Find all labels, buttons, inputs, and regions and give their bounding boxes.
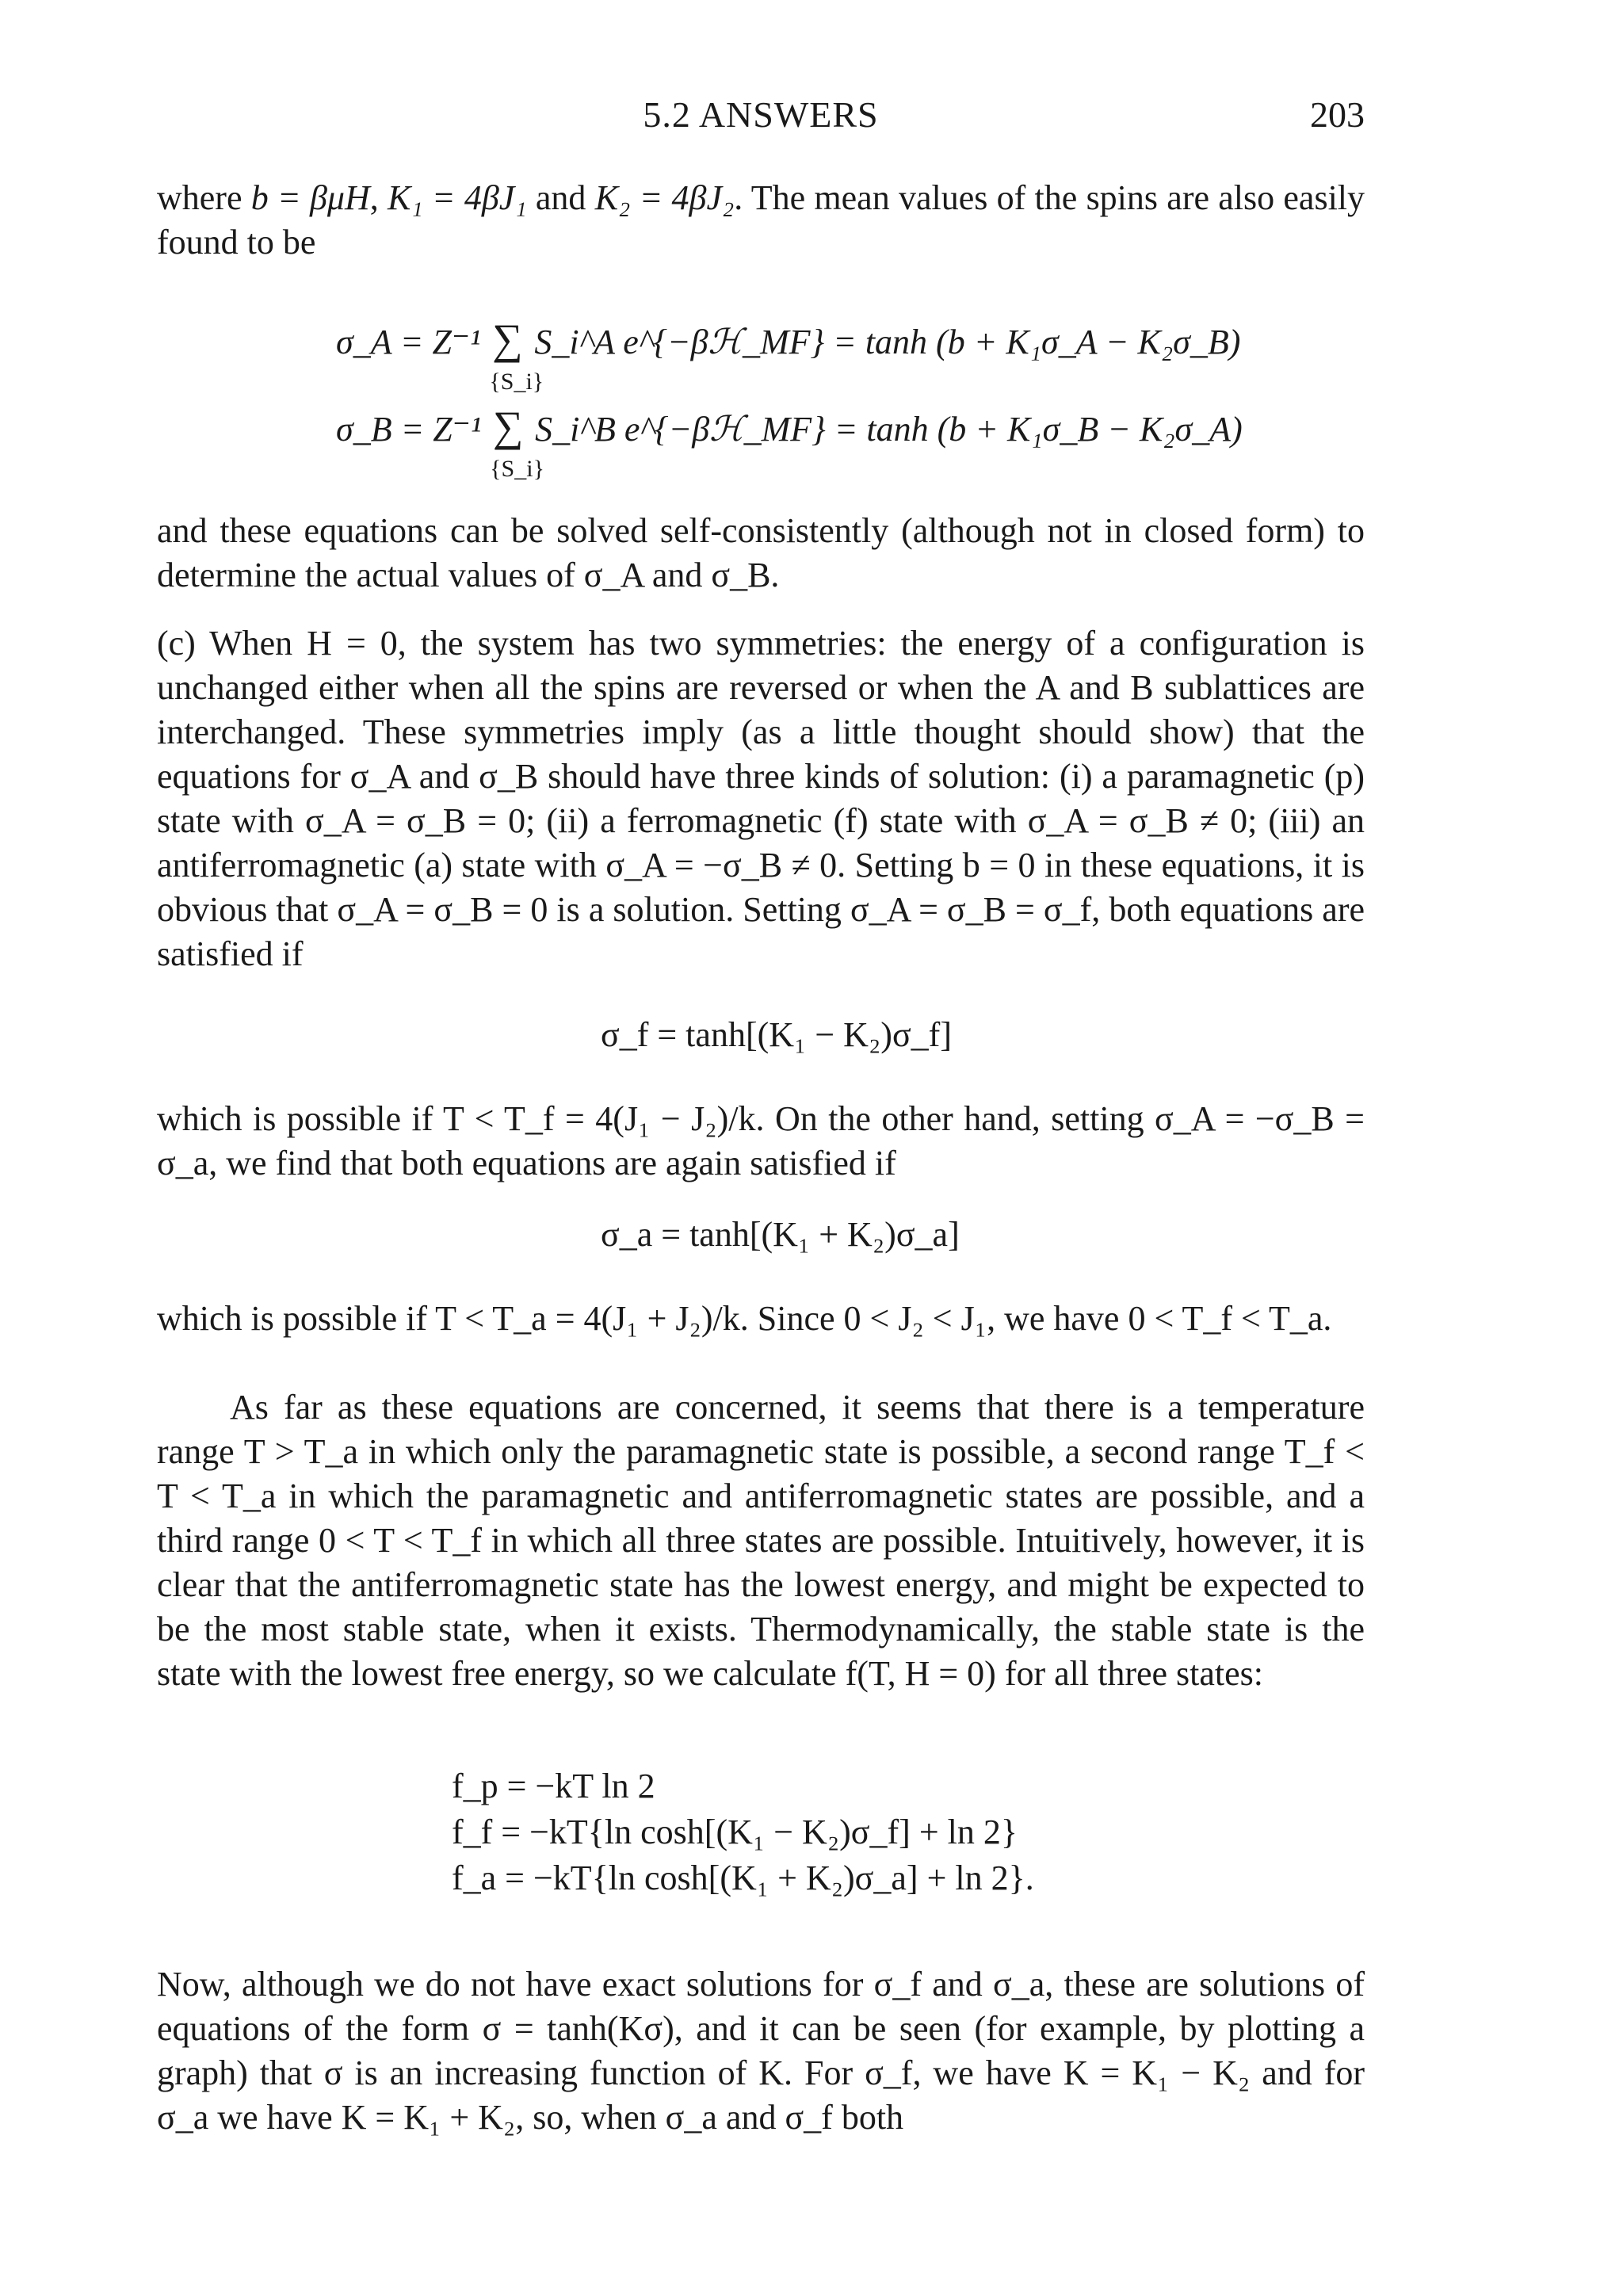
equation-sigma-b [336,403,1243,482]
paragraph-2: and these equations can be solved self-consistently (although not in closed form) to determine the actual values of σ_A and σ_B. [157,511,1365,594]
paragraph-1 [157,176,1365,265]
sum-symbol: ∑ [492,315,523,363]
equation-free-energy-f: f_f = −kT{ln cosh[(K₁ − K₂)σ_f] + ln 2} [452,1813,1018,1851]
eq1-rhs: S_i^A e^{−βℋ_MF} = tanh (b + K₁σ_A − K₂σ_B) [534,323,1241,361]
eq1-sum [489,315,544,395]
p1-text-b: , [369,178,388,217]
eq2-sum [490,403,544,482]
p1-b-equation: b = βμH [250,178,370,217]
equation-sigma-f: σ_f = tanh[(K₁ − K₂)σ_f] [601,1015,952,1054]
equation-free-energy-a: f_a = −kT{ln cosh[(K₁ + K₂)σ_a] + ln 2}. [452,1859,1034,1897]
equation-free-energy-p: f_p = −kT ln 2 [452,1767,655,1805]
equation-sigma-a-anti: σ_a = tanh[(K₁ + K₂)σ_a] [601,1215,960,1254]
p1-k2-equation: K₂ = 4βJ₂ [594,178,735,217]
p1-text-d: . The mean values of the spins are also easily found to be [157,178,1365,262]
paragraph-7: Now, although we do not have exact solutions for σ_f and σ_a, these are solutions of equations of the form σ = tanh(Kσ), and it can be seen (for example, by plotting a graph) that σ is an increasing function of K. For σ_f, we have K = K₁ − K₂ and for σ_a we have K = K₁ + K₂, so, when σ_a and σ_f both [157,1965,1365,2137]
eq1-lhs: σ_A = Z⁻¹ [336,323,481,361]
sum-subscript: {S_i} [490,456,544,482]
eq2-rhs: S_i^B e^{−βℋ_MF} = tanh (b + K₁σ_B − K₂σ_A) [535,410,1243,449]
equation-sigma-a [336,315,1241,395]
paragraph-3: (c) When H = 0, the system has two symmetries: the energy of a configuration is unchanged either when all the spins are reversed or when the A and B sublattices are interchanged. These symmetries imply (as a little thought should show) that the equations for σ_A and σ_B should have three kinds of solution: (i) a paramagnetic (p) state with σ_A = σ_B = 0; (ii) a ferromagnetic (f) state with σ_A = σ_B ≠ 0; (iii) an antiferromagnetic (a) state with σ_A = −σ_B ≠ 0. Setting b = 0 in these equations, it is obvious that σ_A = σ_B = 0 is a solution. Setting σ_A = σ_B = σ_f, both equations are satisfied if [157,624,1365,973]
paragraph-4: which is possible if T < T_f = 4(J₁ − J₂)/k. On the other hand, setting σ_A = −σ_B = σ_a, we find that both equations are again satisfied if [157,1099,1365,1182]
p1-k1-equation: K₁ = 4βJ₁ [388,178,527,217]
page-number: 203 [1310,94,1365,135]
p1-text-c: and [526,178,595,217]
paragraph-5: which is possible if T < T_a = 4(J₁ + J₂)/k. Since 0 < J₂ < J₁, we have 0 < T_f < T_a. [157,1299,1332,1338]
sum-symbol: ∑ [492,403,524,450]
sum-subscript: {S_i} [489,369,544,395]
paragraph-6: As far as these equations are concerned, it seems that there is a temperature range T > T_a in which only the paramagnetic state is possible, a second range T_f < T < T_a in which the paramagnetic and antiferromagnetic states are possible, and a third range 0 < T < T_f in which all three states are possible. Intuitively, however, it is clear that the antiferromagnetic state has the lowest energy, and might be expected to be the most stable state, when it exists. Thermodynamically, the stable state is the state with the lowest free energy, so we calculate f(T, H = 0) for all three states: [157,1388,1365,1693]
p1-text-a: where [157,178,251,217]
eq2-lhs: σ_B = Z⁻¹ [336,410,482,449]
page-header [157,94,1365,141]
running-head: 5.2 ANSWERS [643,94,879,135]
